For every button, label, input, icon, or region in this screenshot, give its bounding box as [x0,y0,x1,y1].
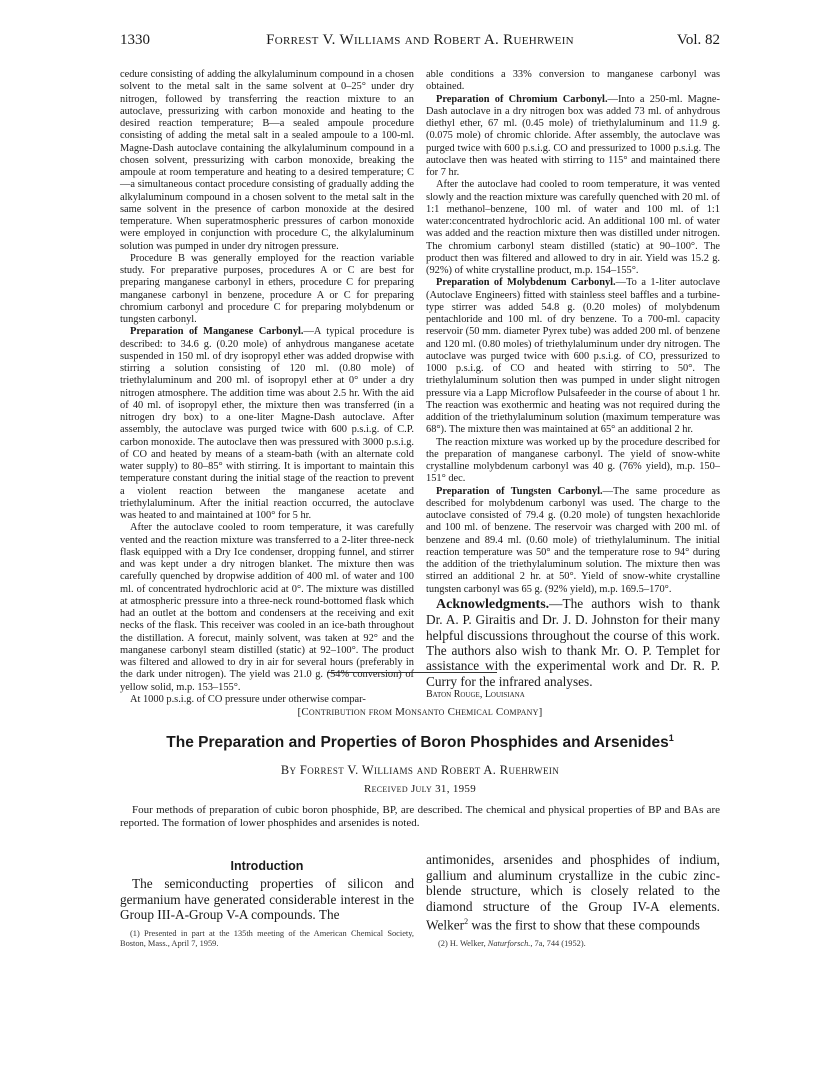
introduction-text-left: The semiconducting properties of silicon and germanium have generated considerable interest in the Group III-A-Group V-A compounds. The [120,876,414,923]
footnote-2-journal: Naturforsch. [487,939,531,949]
abstract: Four methods of preparation of cubic boron phosphide, BP, are described. The chemical and physical properties of BP and BAs are reported. The formation of lower phosphides and arsenides is noted. [120,804,720,829]
paragraph: At 1000 p.s.i.g. of CO pressure under otherwise compar- [130,693,366,705]
paragraph: able conditions a 33% conversion to manganese carbonyl was obtained. [426,69,720,93]
section-heading: Preparation of Molybdenum Carbonyl. [436,277,616,289]
section-heading: Preparation of Chromium Carbonyl. [436,93,608,105]
paragraph-text: —A typical procedure is described: to 34.6 g. (0.20 mole) of anhydrous manganese acetate suspended in 150 ml. of dry isopropyl ether was added dropwise with stirring a solution consisting of 120 ml. (0.80 mole) of triethylaluminum and 200 ml. of isopropyl ether at 0° under a dry nitrogen atmosphere. The addition time was about 2.5 hr. With the aid of 40 ml. of isopropyl ether, the mixture then was transferred (in a nitrogen dry box) to a one-liter Magne-Dash autoclave. After assembly, the autoclave was purged twice with 600 p.s.i.g. of C.P. carbon monoxide. The autoclave then was pressured with 3000 p.s.i.g. of CO and heated by means of a steam-bath (with an alternate cold water supply) to 80–85° with stirring. It is important to maintain this temperature constant during the initial stage of the reaction to prevent a violent reaction between the manganese acetate and triethylaluminum. After the initial reaction occurred, the autoclave was heated to and maintained at 100° for 5 hr. [120,326,414,521]
paragraph [426,94,720,180]
paragraph [120,326,414,522]
section-divider [327,672,497,673]
left-column [120,69,414,706]
contribution-line: [Contribution from Monsanto Chemical Company] [297,706,543,718]
paragraph: cedure consisting of adding the alkylaluminum compound in a chosen solvent to the metal salt in the same solvent at 0–25° under dry nitrogen, followed by transferring the reaction mixture to an autoclave, pressurizing with carbon monoxide and heating to the desired reaction temperature; B—a sealed ampoule procedure consisting of adding the metal salt in a sealed ampoule to a 100-ml. Magne-Dash autoclave containing the alkylaluminum compound in a chosen solvent, pressurizing with carbon monoxide, breaking the ampoule at room temperature and heating to a desired temperature; C—a simultaneous contact procedure consisting of gradually adding the alkylaluminum compound in a chosen solvent to the metal salt in the same solvent in the presence of carbon monoxide at the desired temperature. When superatmospheric pressures of carbon monoxide were employed in conjunction with procedure C, the alkylaluminum solution was pumped in under dry nitrogen pressure. [120,69,414,252]
received-date: Received July 31, 1959 [363,783,477,795]
page-header [120,32,720,52]
introduction-text-right-b: was the first to show that these compounds [468,917,700,933]
introduction-left [120,859,414,950]
paragraph: After the autoclave cooled to room temperature, it was carefully vented and the reaction mixture was transferred to a 2-liter three-neck flask equipped with a Dry Ice condenser, dropping funnel, and stirrer and was kept under a dry nitrogen blanket. The mixture then was carefully quenched by dropwise addition of 400 ml. of water and 100 ml. of concentrated hydrochloric acid at 0°. The mixture was distilled at atmospheric pressure into a three-neck round-bottomed flask which had an outlet at the bottom and condensers at the receiving and exit necks of the flask. This receiver was cooled in an ice-bath throughout the distillation. A forecut, mainly solvent, was taken at 92° and the manganese carbonyl steam distilled (static) at 92–100°. The product was filtered and allowed to dry in air for several hours (preferably in the dark under nitrogen). The yield was 21.0 g. (54% conversion) of yellow solid, m.p. 153–155°. [120,522,414,693]
paragraph [426,486,720,596]
introduction-right [426,852,720,950]
footnote-2-suffix: , 7a, 744 (1952). [530,939,586,949]
section-heading: Preparation of Tungsten Carbonyl. [436,485,603,497]
introduction-text-right-a: antimonides, arsenides and phosphides of indium, gallium and aluminum crystallize in the cubic zinc-blende structure, which is closely related to the diamond structure of the Group IV-A elements. Welker [426,852,720,933]
acknowledgments-paragraph [426,596,720,689]
paragraph-text: —To a 1-liter autoclave (Autoclave Engineers) fitted with stainless steel baffles and a turbine-type stirrer was added 54.8 g. (0.20 moles) of molybdenum pentachloride and 100 ml. of dry benzene. To a 700-ml. capacity reservoir (50 mm. diameter Pyrex tube) was added 200 ml. of benzene and 120 ml. (0.80 moles) of triethylaluminum under dry nitrogen. The autoclave was purged twice with 600 p.s.i.g. of CO, pressurized to 1000 p.s.i.g. of CO and heated with stirring to 50°. The triethylaluminum solution then was pumped in under slight nitrogen pressure via a Lapp Microflow Pulsafeeder in the course of about 1 hr. The reaction was exothermic and heating was not required during the addition of the triethylaluminum solution (maximum temperature was 68°). The mixture then was maintained at 65° an additional 2 hr. [426,277,720,436]
article-authors: By Forrest V. Williams and Robert A. Ruehrwein [280,763,560,777]
running-title: Forrest V. Williams and Robert A. Ruehrwein [266,32,574,48]
footnote-2-prefix: (2) H. Welker, [438,939,488,949]
introduction-heading: Introduction [230,859,304,873]
volume-label: Vol. 82 [676,32,720,48]
acknowledgments-text: —The authors wish to thank Dr. A. P. Giraitis and Dr. J. D. Johnston for their many helpful discussions throughout the course of this work. The authors also wish to thank Mr. O. P. Templet for assistance with the experimental work and Dr. R. P. Curry for the infrared analyses. [426,595,720,689]
paragraph-text: —The same procedure as described for molybdenum carbonyl was used. The charge to the autoclave consisted of 79.4 g. (0.20 mole) of tungsten hexachloride and 100 ml. of benzene. The reservoir was charged with 200 ml. of benzene and 89.4 ml. (0.60 mole) of triethylaluminum. The initial reaction temperature was 50° and the temperature rose to 94° during the addition of the triethylaluminum solution. The mixture then was stirred an additional 2 hr. at 50°. Yield of snow-white crystalline tungsten carbonyl was 65 g. (92% yield), m.p. 169.5–170°. [426,485,720,595]
location: Baton Rouge, Louisiana [426,689,525,701]
paragraph: After the autoclave had cooled to room temperature, it was vented slowly and the reaction mixture was carefully quenched with 20 ml. of 1:1 methanol–benzene, 100 ml. of water and 100 ml. of 1:1 water:concentrated hydrochloric acid. An additional 100 ml. of water was added and the reaction mixture then was distilled under nitrogen. The chromium carbonyl steam distilled (static) at 90–100°. The product then was filtered and allowed to dry in air. Yield was 15.2 g. (92%) of white crystalline product, m.p. 154–155°. [426,179,720,276]
title-footnote-mark: 1 [668,733,674,743]
paragraph: The reaction mixture was worked up by the procedure described for the preparation of manganese carbonyl. The yield of snow-white crystalline molybdenum carbonyl was 40 g. (76% yield), m.p. 150–151° dec. [426,436,720,485]
introduction-text-right [426,852,720,933]
acknowledgments-heading: Acknowledgments. [436,596,550,612]
footnote-2 [426,939,720,950]
footnote-mark-2: 2 [464,917,469,927]
article-title [120,733,720,752]
page-number: 1330 [120,32,150,48]
right-column [426,69,720,701]
paragraph-text: —Into a 250-ml. Magne-Dash autoclave in a dry nitrogen box was added 73 ml. of anhydrous diethyl ether, 67 ml. (0.45 mole) of triethylaluminum and 11.9 g. (0.075 mole) of chromic chloride. After assembly, the autoclave was purged twice with 600 p.s.i.g. CO and pressurized to 1000 p.s.i.g. The autoclave then was heated with stirring to 115° and maintained there for 7 hr. [426,93,720,178]
article-title-text: The Preparation and Properties of Boron Phosphides and Arsenides [166,734,669,752]
paragraph [426,277,720,436]
paragraph: Procedure B was generally employed for the reaction variable study. For preparative purposes, procedures A or C are best for preparing manganese carbonyl in ethers, procedure C for preparing manganese carbonyl in benzene, procedure A or C for preparing chromium carbonyl and procedure C for preparing molybdenum or tungsten carbonyl. [120,252,414,325]
section-heading: Preparation of Manganese Carbonyl. [130,326,304,338]
footnote-1: (1) Presented in part at the 135th meeting of the American Chemical Society, Boston, Mass., April 7, 1959. [120,928,414,949]
